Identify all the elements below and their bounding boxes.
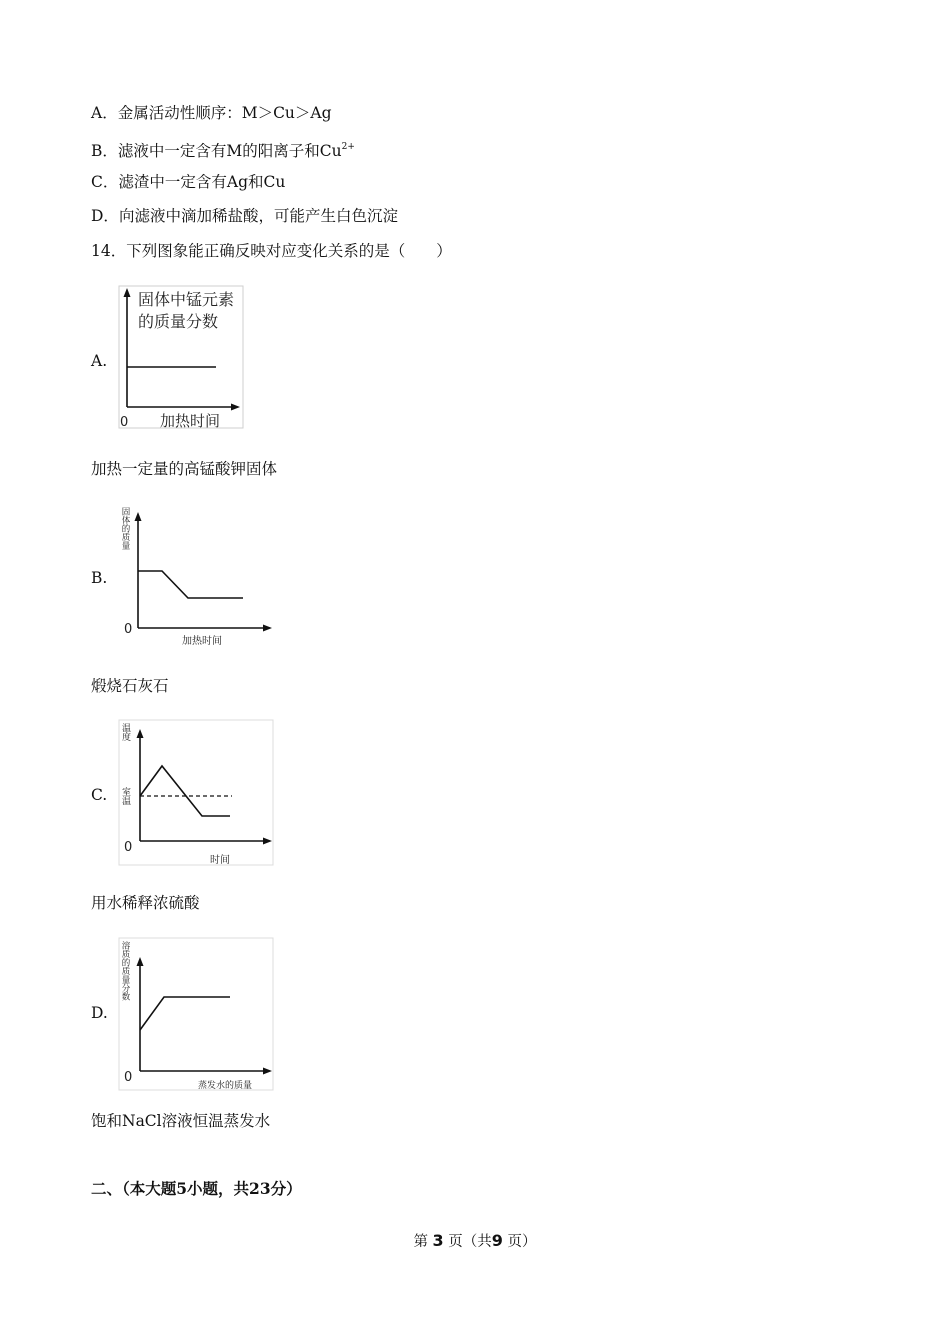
current-page-number: 3	[432, 1231, 444, 1250]
q14-option-d-label: D.	[91, 1004, 108, 1022]
q14-option-c-caption: 用水稀释浓硫酸	[91, 894, 200, 912]
q14-graph-a	[118, 285, 246, 431]
q13-option-b: B．滤液中一定含有M的阳离子和$Cu^{2+}$	[91, 142, 355, 160]
graph-a-ylabel-line1: 固体中锰元素	[138, 290, 235, 309]
graph-c-room-temp: 室温	[120, 787, 130, 805]
section-2-heading: 二、（本大题5小题，共23分）	[91, 1179, 302, 1198]
graph-a-origin: 0	[120, 415, 129, 430]
graph-b-ylabel: 固体的质量	[120, 507, 130, 550]
q14-option-b-caption: 煅烧石灰石	[91, 677, 169, 695]
q14-option-a-caption: 加热一定量的高锰酸钾固体	[91, 460, 278, 478]
q14-graph-d	[118, 937, 278, 1093]
q13-option-c: C．滤渣中一定含有Ag和Cu	[91, 173, 286, 191]
page-footer: 第 3 页（共9 页）	[413, 1231, 537, 1250]
q14-option-a-label: A.	[91, 352, 108, 370]
q14-option-c-label: C.	[91, 786, 108, 804]
q13-option-a: A．金属活动性顺序：M＞Cu＞Ag	[91, 104, 332, 122]
q14-stem: 14．下列图象能正确反映对应变化关系的是（ ）	[91, 242, 452, 260]
q14-graph-c	[118, 719, 278, 869]
graph-d-xlabel: 蒸发水的质量	[198, 1081, 253, 1091]
graph-b-xlabel: 加热时间	[182, 636, 222, 647]
graph-c-origin: 0	[124, 840, 133, 855]
q14-graph-b	[118, 503, 278, 649]
total-page-number: 9	[491, 1231, 503, 1250]
graph-b-origin: 0	[124, 622, 133, 637]
graph-d-ylabel: 溶质的质量分数	[120, 941, 130, 1001]
q14-option-b-label: B.	[91, 569, 108, 587]
graph-a-xlabel: 加热时间	[160, 412, 221, 430]
graph-a-ylabel-line2: 的质量分数	[138, 312, 219, 331]
graph-d-origin: 0	[124, 1070, 133, 1085]
q14-option-d-caption: 饱和NaCl溶液恒温蒸发水	[91, 1112, 271, 1130]
graph-c-ylabel: 温度	[120, 723, 130, 741]
q13-option-d: D．向滤液中滴加稀盐酸，可能产生白色沉淀	[91, 207, 398, 225]
graph-c-xlabel: 时间	[210, 855, 230, 866]
